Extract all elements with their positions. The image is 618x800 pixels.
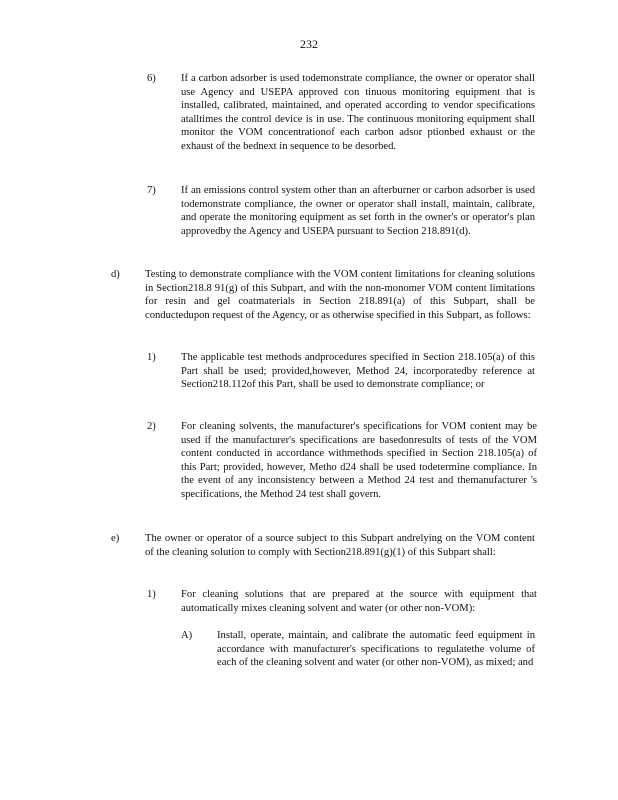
item-e-text: The owner or operator of a source subject to this Subpart andrelying on the VOM content of the cleaning solution to comply with Section218.891(g)(1) of this Subpart shall:	[145, 533, 535, 558]
item-7-text: If an emissions control system other than an afterburner or carbon adsorber is used todemonstrate compliance, the owner or operator shall install, maintain, calibrate, and operate the monitoring equipment as set forth in the owner's or operator's plan approvedby the Agency and USEPA pursuant to Section 218.891(d).	[181, 185, 535, 237]
item-d1-text: The applicable test methods andprocedures specified in Section 218.105(a) of this Part shall be used; provided,however, Method 24, incorporatedby reference at Section218.112of this Part, shall be used to demonstrate compliance; or	[181, 352, 535, 391]
item-d2-label: 2)	[147, 421, 156, 432]
item-e1-label: 1)	[147, 589, 156, 600]
item-e-label: e)	[111, 533, 120, 544]
item-d2-text: For cleaning solvents, the manufacturer's specifications for VOM content may be used if the manufacturer's specifications are basedonresults of tests of the VOM content conducted in accordance withmethods specified in Section 218.105(a) of this Part; provided, however, Metho d24 shall be used todetermine compliance. In the event of any inconsistency between a Method 24 test and themanufacturer 's specifications, the Method 24 test shall govern.	[181, 421, 537, 500]
item-A-text: Install, operate, maintain, and calibrate the automatic feed equipment in accordance with manufacturer's specifications to regulatethe volume of each of the cleaning solvent and water (or other non-VOM), as mixed; and	[217, 630, 535, 669]
item-e1-text: For cleaning solutions that are prepared at the source with equipment that automatically mixes cleaning solvent and water (or other non-VOM):	[181, 589, 537, 614]
item-6-text: If a carbon adsorber is used todemonstrate compliance, the owner or operator shall use Agency and USEPA approved con tinuous monitoring equipment that is installed, calibrated, maintained, and operated according to vendor specifications atalltimes the control device is in use. The continuous monitoring equipment shall monitor the VOM concentrationof each carbon adsor ptionbed exhaust or the exhaust of the bednext in sequence to be desorbed.	[181, 73, 535, 152]
item-d-text: Testing to demonstrate compliance with the VOM content limitations for cleaning solutions in Section218.8 91(g) of this Subpart, and with the non-monomer VOM content limitations for resin and gel coatmaterials in Section 218.891(a) of this Subpart, shall be conductedupon request of the Agency, or as otherwise specified in this Subpart, as follows:	[145, 269, 535, 321]
item-6-label: 6)	[147, 73, 156, 84]
item-A-label: A)	[181, 630, 193, 641]
item-d1-label: 1)	[147, 352, 156, 363]
page-number: 232	[300, 37, 318, 51]
item-7-label: 7)	[147, 185, 156, 196]
item-d-label: d)	[111, 269, 120, 280]
